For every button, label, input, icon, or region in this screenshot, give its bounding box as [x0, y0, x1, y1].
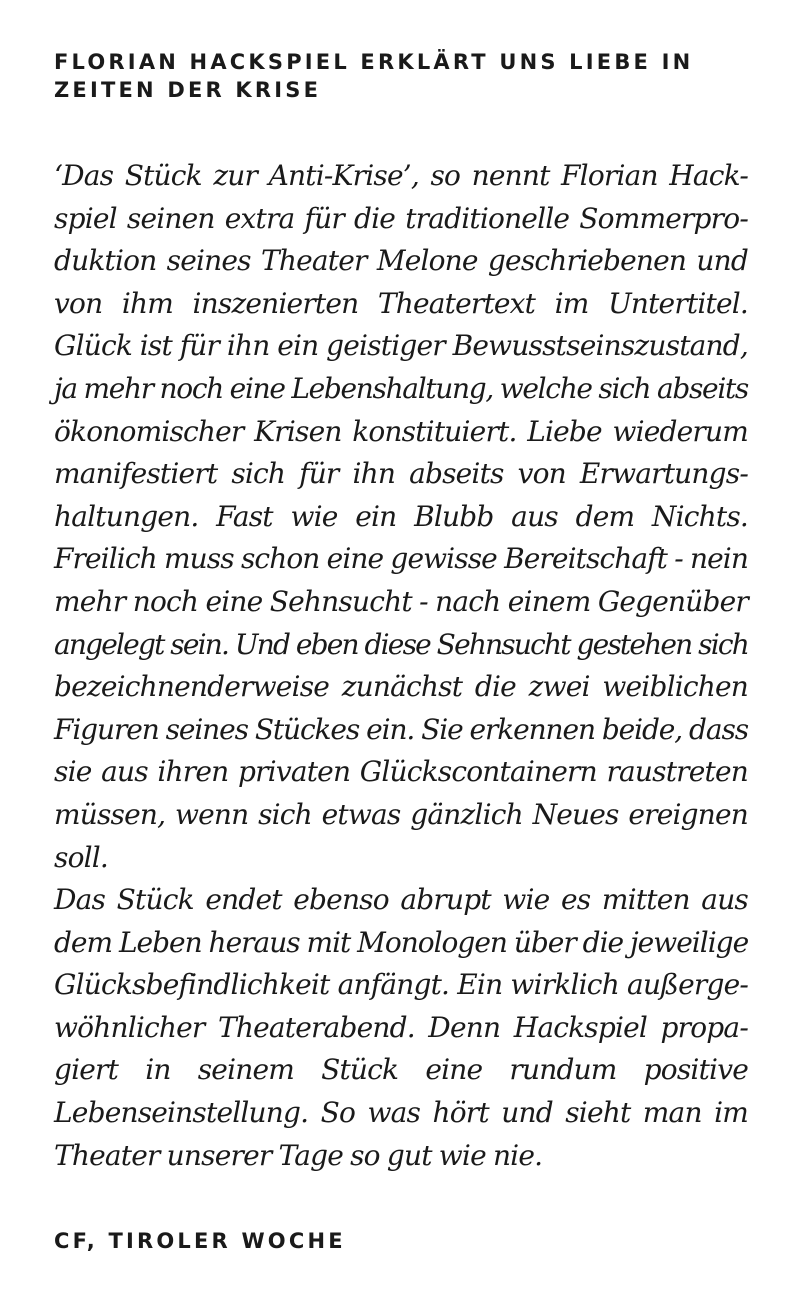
text-line: ‘Das Stück zur Anti-Krise’, so nennt Florian Hack- — [54, 159, 748, 192]
text-line: mehr noch eine Sehnsucht - nach einem Gegenüber — [54, 584, 748, 618]
review-headline — [54, 48, 748, 104]
text-line: Glücksbefindlichkeit anfängt. Ein wirklich außerge- — [54, 968, 748, 1002]
text-line: Theater unserer Tage so gut wie nie. — [54, 1138, 543, 1172]
review-source: CF, TIROLER WOCHE — [54, 1229, 346, 1253]
text-line: manifestiert sich für ihn abseits von Erwartungs- — [54, 457, 748, 491]
text-line: ja mehr noch eine Lebenshaltung, welche sich abseits — [54, 371, 748, 405]
headline-line-1: FLORIAN HACKSPIEL ERKLÄRT UNS LIEBE IN — [54, 50, 694, 74]
text-line: dem Leben heraus mit Monologen über die jeweilige — [54, 925, 749, 959]
text-line: Glück ist für ihn ein geistiger Bewusstseinszustand, — [54, 329, 748, 363]
text-line: müssen, wenn sich etwas gänzlich Neues ereignen — [54, 797, 748, 831]
paragraph-2 — [54, 879, 748, 1177]
headline-line-2: ZEITEN DER KRISE — [54, 78, 322, 102]
text-line: haltungen. Fast wie ein Blubb aus dem Nichts. — [54, 499, 748, 533]
text-line: duktion seines Theater Melone geschriebenen und — [54, 244, 748, 278]
text-line: angelegt sein. Und eben diese Sehnsucht gestehen sich — [54, 627, 748, 661]
text-line: giert in seinem Stück eine rundum positive — [54, 1053, 748, 1087]
text-line: Lebenseinstellung. So was hört und sieht man im — [54, 1096, 748, 1130]
text-line: soll. — [54, 840, 109, 874]
review-page — [54, 48, 748, 1177]
paragraph-1 — [54, 155, 748, 879]
text-line: wöhnlicher Theaterabend. Denn Hackspiel propa- — [54, 1010, 748, 1044]
text-line: sie aus ihren privaten Glückscontainern raustreten — [54, 755, 748, 789]
text-line: bezeichnenderweise zunächst die zwei weiblichen — [54, 670, 748, 704]
review-body — [54, 155, 748, 1177]
text-line: Figuren seines Stückes ein. Sie erkennen beide, dass — [54, 712, 748, 746]
text-line: Das Stück endet ebenso abrupt wie es mitten aus — [54, 883, 748, 917]
text-line: spiel seinen extra für die traditionelle Sommerpro- — [54, 201, 748, 235]
text-line: Freilich muss schon eine gewisse Bereitschaft - nein — [54, 542, 748, 576]
text-line: ökonomischer Krisen konstituiert. Liebe wiederum — [54, 414, 748, 448]
text-line: von ihm inszenierten Theatertext im Untertitel. — [54, 286, 748, 320]
